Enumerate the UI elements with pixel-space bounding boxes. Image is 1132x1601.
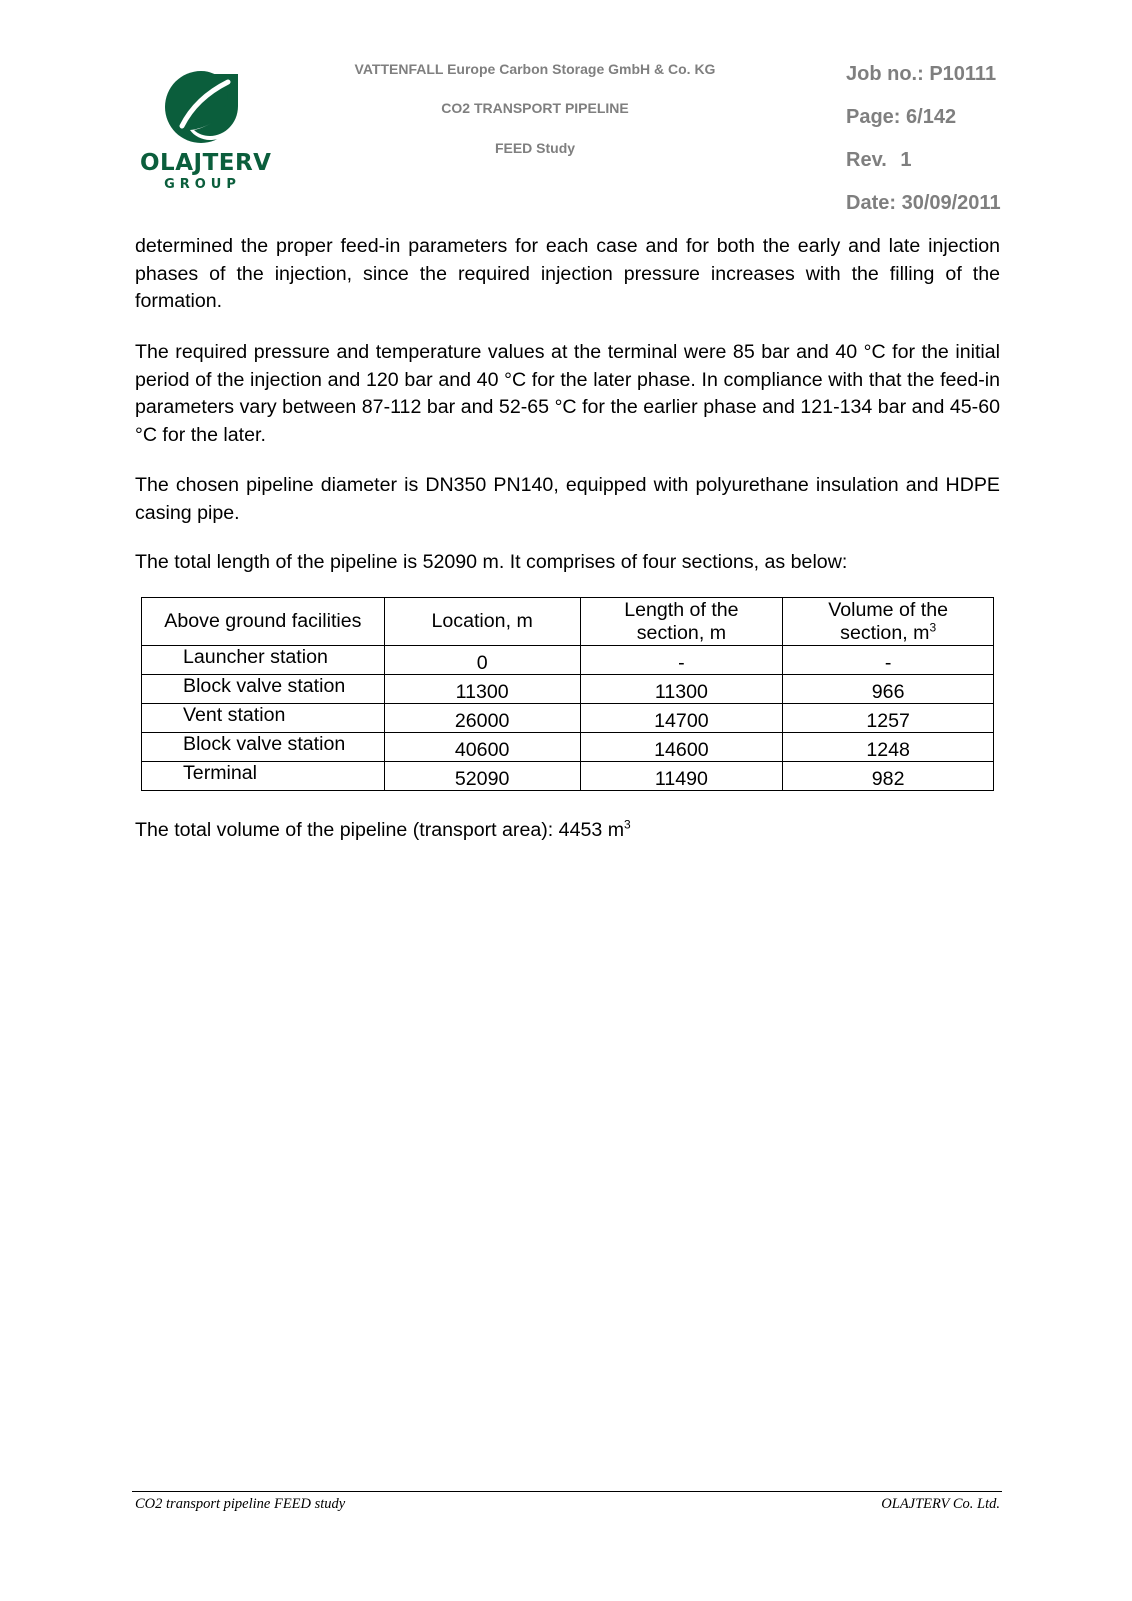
page-number: [846, 106, 956, 129]
table-row: [142, 762, 994, 791]
total-volume-text: The total volume of the pipeline (transport area): 4453 m: [135, 819, 625, 841]
cell-facility: Vent station: [142, 704, 385, 733]
cell-volume: -: [783, 646, 994, 675]
date-value: 30/09/2011: [901, 192, 1001, 214]
paragraph-total-length: The total length of the pipeline is 52090 m. It comprises of four sections, as below:: [135, 551, 848, 573]
paragraph-diameter: The chosen pipeline diameter is DN350 PN140, equipped with polyurethane insulation and HDPE casing pipe.: [135, 474, 1000, 524]
job-number: [846, 63, 996, 86]
cell-length: 14600: [580, 733, 783, 762]
cell-volume: 1257: [783, 704, 994, 733]
job-label: Job no.:: [846, 63, 924, 85]
table-row: [142, 704, 994, 733]
company-logo: [140, 66, 270, 196]
cell-volume: 966: [783, 675, 994, 704]
header-length: [580, 598, 783, 646]
total-volume-statement: [135, 817, 1000, 845]
page-label: Page:: [846, 106, 901, 128]
cell-location: 40600: [384, 733, 580, 762]
facilities-table: [141, 597, 994, 791]
footer-document-title: CO2 transport pipeline FEED study: [135, 1496, 346, 1512]
document-type: FEED Study: [494, 140, 576, 156]
table-row: [142, 733, 994, 762]
cell-facility: Block valve station: [142, 675, 385, 704]
paragraph-feed-in: determined the proper feed-in parameters for each case and for both the early and late injection phases of the injection, since the required injection pressure increases with the filling of the formation.: [135, 235, 1000, 313]
header-volume-unit-exponent: 3: [929, 619, 937, 634]
logo-wordmark: OLAJTERV: [140, 150, 272, 176]
cell-length: -: [580, 646, 783, 675]
cell-volume: 1248: [783, 733, 994, 762]
rev-label: Rev.: [846, 149, 887, 171]
header-volume: [783, 598, 994, 646]
cell-length: 11300: [580, 675, 783, 704]
job-value: P10111: [929, 63, 997, 85]
rev-value: 1: [900, 149, 912, 171]
footer-company: OLAJTERV Co. Ltd.: [881, 1496, 1000, 1512]
cell-location: 0: [384, 646, 580, 675]
cell-location: 52090: [384, 762, 580, 791]
table-row: [142, 646, 994, 675]
date-label: Date:: [846, 192, 897, 214]
date: [846, 192, 1001, 215]
revision: [846, 149, 911, 172]
leaf-logo-icon: [164, 66, 242, 144]
table-row: [142, 675, 994, 704]
header-facility: Above ground facilities: [142, 598, 385, 646]
header-location: Location, m: [384, 598, 580, 646]
client-name: VATTENFALL Europe Carbon Storage GmbH & Co. KG: [354, 61, 716, 77]
cell-facility: Launcher station: [142, 646, 385, 675]
header-volume-line2: section, m: [840, 621, 930, 644]
cell-location: 26000: [384, 704, 580, 733]
cell-location: 11300: [384, 675, 580, 704]
page-value: 6/142: [906, 106, 957, 128]
table-header-row: [142, 598, 994, 646]
total-volume-unit-exponent: 3: [624, 817, 631, 832]
cell-facility: Block valve station: [142, 733, 385, 762]
header-volume-line1: Volume of the: [828, 598, 949, 621]
cell-length: 14700: [580, 704, 783, 733]
logo-subtitle: GROUP: [164, 177, 241, 192]
header-length-line1: Length of the: [624, 598, 739, 621]
cell-volume: 982: [783, 762, 994, 791]
project-name: CO2 TRANSPORT PIPELINE: [441, 100, 629, 116]
footer-divider: [132, 1491, 1002, 1492]
cell-length: 11490: [580, 762, 783, 791]
cell-facility: Terminal: [142, 762, 385, 791]
paragraph-pressure-temperature: The required pressure and temperature values at the terminal were 85 bar and 40 °C for the initial period of the injection and 120 bar and 40 °C for the later phase. In compliance with that the feed-in parameters vary between 87-112 bar and 52-65 °C for the earlier phase and 121-134 bar and 45-60 °C for the later.: [135, 341, 1000, 447]
header-length-line2: section, m: [636, 621, 727, 644]
